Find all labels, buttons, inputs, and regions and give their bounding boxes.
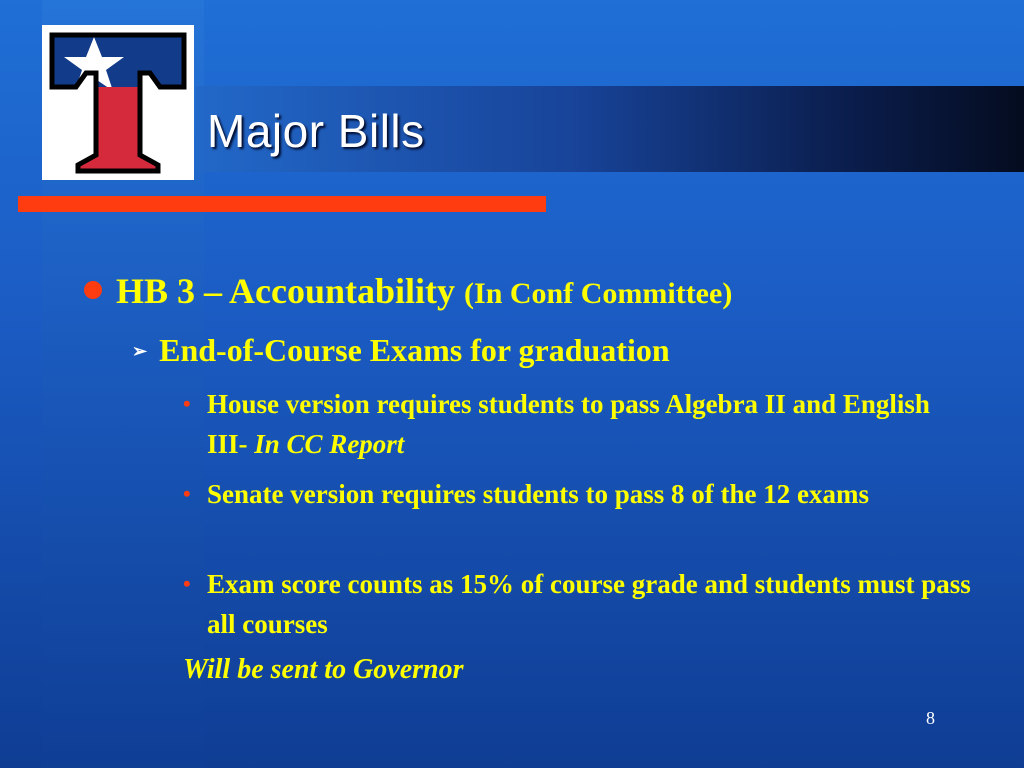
eoc-text: End-of-Course Exams for graduation (159, 332, 670, 368)
governor-note: Will be sent to Governor (183, 654, 464, 685)
bullet-level3-senate (183, 474, 973, 514)
bullet-level2-eoc (132, 332, 670, 369)
senate-version-text: Senate version requires students to pass 8 of the 12 exams (207, 479, 870, 509)
bullet-level3-house (183, 384, 973, 464)
exam-score-text: Exam score counts as 15% of course grade and students must pass all courses (207, 569, 971, 639)
dot-bullet-icon: • (183, 481, 191, 506)
bullet-level1-hb3 (84, 270, 732, 312)
slide-title: Major Bills (207, 105, 425, 157)
page-number: 8 (926, 708, 935, 728)
dot-bullet-icon: • (183, 571, 191, 596)
bill-name: HB 3 – Accountability (116, 271, 456, 311)
bullet-level3-exam-score (183, 564, 973, 644)
bill-status: (In Conf Committee) (464, 277, 733, 310)
dot-bullet-icon: • (183, 391, 191, 416)
house-version-text: House version requires students to pass Algebra II and English III- In CC Report (207, 389, 930, 459)
arrow-bullet-icon: ➢ (132, 341, 148, 361)
red-circle-bullet-icon (84, 281, 102, 299)
cc-report-emphasis: In CC Report (254, 429, 405, 459)
